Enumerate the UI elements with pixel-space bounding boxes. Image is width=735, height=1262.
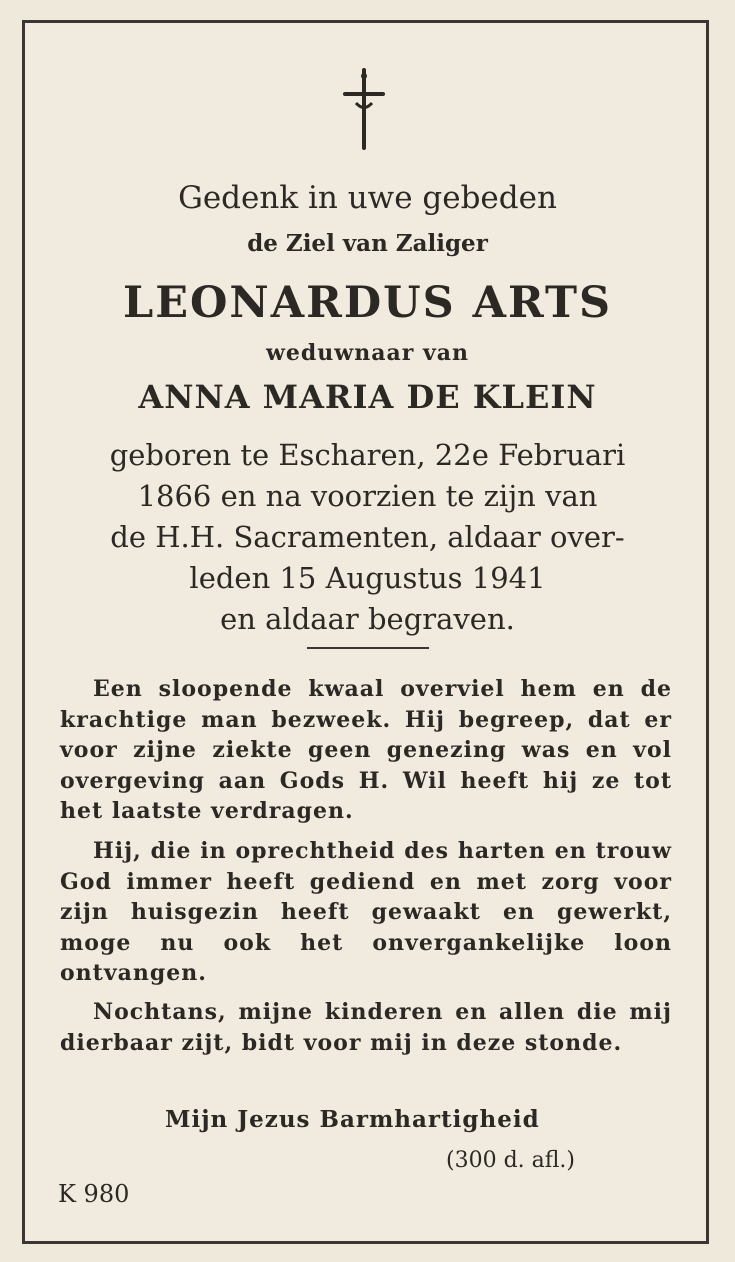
paragraph-request: Nochtans, mijne kinderen en allen die mij dierbaar zijt, bidt voor mij in deze stonde. [60, 999, 672, 1056]
cross-icon [342, 68, 386, 152]
paragraph-illness: Een sloopende kwaal overviel hem en de krachtige man bezweek. Hij begreep, dat er voor zijne ziekte geen genezing was en vol overgeving aan Gods H. Wil heeft hij ze tot het laatste verdragen. [60, 676, 672, 824]
divider [307, 647, 429, 649]
bio-line: 1866 en na voorzien te zijn van [137, 479, 598, 513]
headline: Gedenk in uwe gebeden [178, 180, 557, 216]
bio-line: geboren te Escharen, 22e Februari [109, 438, 626, 472]
prayer-text: Mijn Jezus Barmhartigheid [165, 1106, 540, 1133]
bio-line: en aldaar begraven. [220, 602, 515, 636]
biography [0, 435, 735, 640]
deceased-name: LEONARDUS ARTS [122, 278, 613, 328]
card-code: K 980 [58, 1180, 130, 1208]
spouse-name: ANNA MARIA DE KLEIN [138, 378, 597, 416]
bio-line: de H.H. Sacramenten, aldaar over- [110, 520, 625, 554]
subheadline: de Ziel van Zaliger [247, 230, 488, 257]
indulgence-text: (300 d. afl.) [446, 1148, 576, 1173]
bio-line: leden 15 Augustus 1941 [189, 561, 546, 595]
relation-text: weduwnaar van [265, 340, 470, 366]
paragraph-devotion: Hij, die in oprechtheid des harten en trouw God immer heeft gediend en met zorg voor zijn huisgezin heeft gewaakt en gewerkt, moge nu ook het onvergankelijke loon ontvangen. [60, 838, 672, 986]
